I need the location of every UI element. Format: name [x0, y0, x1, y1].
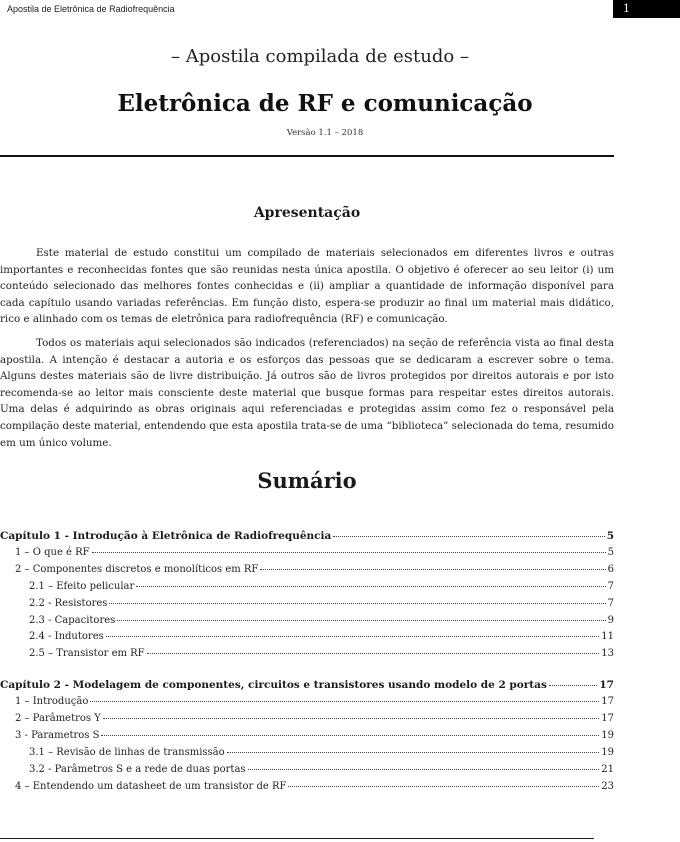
toc-entry-label: 4 – Entendendo um datasheet de um transistor de RF: [15, 780, 287, 792]
toc-page-number: 9: [607, 614, 614, 626]
toc-dot-leader: [227, 752, 600, 753]
toc-page-number: 21: [601, 763, 614, 775]
toc-page-number: 17: [601, 696, 614, 708]
toc-entry[interactable]: [0, 781, 614, 798]
toc-entry-label: 2.1 – Efeito pelicular: [29, 580, 135, 592]
toc-entry-label: 2.4 - Indutores: [29, 631, 104, 643]
toc-entry[interactable]: [0, 581, 614, 598]
toc-page-number: 7: [607, 597, 614, 609]
toc-dot-leader: [248, 769, 600, 770]
toc-entry-label: 2.5 – Transistor em RF: [29, 648, 145, 660]
toc-page-number: 11: [601, 631, 614, 643]
toc-page-number: 17: [599, 679, 614, 692]
toc-page-number: 5: [606, 530, 614, 542]
toc-dot-leader: [109, 603, 605, 604]
toc-dot-leader: [92, 552, 606, 553]
toc-dot-leader: [117, 620, 605, 621]
toc-entry[interactable]: [0, 696, 614, 713]
toc-entry[interactable]: [0, 747, 614, 764]
toc-dot-leader: [90, 701, 599, 702]
toc-dot-leader: [147, 653, 600, 654]
footer-divider: [0, 838, 594, 839]
toc-entry[interactable]: [0, 631, 614, 648]
running-header: Apostila de Eletrônica de Radiofrequência: [7, 4, 175, 14]
toc-dot-leader: [549, 685, 598, 686]
presentation-heading: Apresentação: [253, 205, 361, 221]
toc-dot-leader: [288, 786, 599, 787]
toc-page-number: 5: [607, 547, 614, 558]
toc-page-number: 17: [601, 713, 614, 725]
toc-entry-label: 3.1 – Revisão de linhas de transmissão: [29, 746, 225, 758]
presentation-paragraph-1: Este material de estudo constitui um compilado de materiais selecionados em diferentes livros e outras importantes e reconhecidas fontes que são reunidas nesta única apostila. O objetivo é oferecer ao seu leitor (i) um conteúdo selecionado das melhores fontes conhecidas e (ii) ampliar a quantidade de informação disponível para cada capítulo usando variadas referências. Em função disto, espera-se produzir ao final um material mais didático, rico e alinhado com os temas de eletrônica para radiofrequência (RF) e comunicação.: [0, 247, 614, 326]
toc-entry-label: 2 – Componentes discretos e monolíticos em RF: [15, 563, 259, 575]
toc-page-number: 7: [607, 580, 614, 592]
toc-entry-label: 2 – Parâmetros Y: [15, 713, 101, 725]
toc-page-number: 19: [601, 730, 614, 742]
toc-entry[interactable]: [0, 598, 614, 615]
toc-spacer: [0, 665, 614, 679]
toc-dot-leader: [106, 636, 600, 637]
summary-heading: Sumário: [257, 468, 357, 493]
toc-chapter-label: Capítulo 1 - Introdução à Eletrônica de Radiofrequência: [0, 530, 332, 542]
toc-entry[interactable]: [0, 764, 614, 781]
toc-chapter-2[interactable]: [0, 679, 614, 696]
toc-entry-label: 3 - Parametros S: [15, 730, 100, 742]
page-number: 1: [613, 0, 680, 18]
toc-page-number: 23: [601, 780, 614, 792]
document-subtitle: – Apostila compilada de estudo –: [171, 46, 469, 67]
toc-entry[interactable]: [0, 615, 614, 632]
toc-entry[interactable]: [0, 713, 614, 730]
toc-entry[interactable]: [0, 648, 614, 665]
toc-entry-label: 2.3 - Capacitores: [29, 614, 116, 626]
presentation-paragraph-2: Todos os materiais aqui selecionados são indicados (referenciados) na seção de referência vista ao final desta apostila. A intenção é destacar a autoria e os esforços das pessoas que se dedicaram a escrever sobre o tema. Alguns destes materiais são de livre distribuição. Já outros são de livros protegidos por direitos autorais e por isto recomenda-se ao leitor mais consciente deste material que busque formas para respeitar estes direitos autorais. Uma delas é adquirindo as obras originais aqui referenciadas e protegidas assim como fez o responsável pela compilação deste material, entendendo que esta apostila trata-se de uma “biblioteca” selecionada do tema, resumido em um único volume.: [0, 337, 614, 449]
toc-chapter-label: Capítulo 2 - Modelagem de componentes, circuitos e transistores usando modelo de 2 portas: [0, 679, 547, 692]
document-title: Eletrônica de RF e comunicação: [117, 90, 533, 117]
toc-dot-leader: [333, 536, 604, 537]
toc-entry-label: 3.2 - Parâmetros S e a rede de duas portas: [29, 763, 246, 775]
toc-dot-leader: [260, 569, 605, 570]
title-divider: [0, 155, 614, 157]
toc-entry-label: 1 – O que é RF: [15, 547, 90, 558]
toc-entry-label: 2.2 - Resistores: [29, 597, 108, 609]
toc-entry-label: 1 – Introdução: [15, 696, 89, 708]
toc-dot-leader: [103, 718, 599, 719]
toc-dot-leader: [136, 586, 605, 587]
toc-chapter-1[interactable]: [0, 530, 614, 547]
table-of-contents: [0, 530, 614, 798]
toc-page-number: 6: [607, 563, 614, 575]
toc-entry[interactable]: [0, 564, 614, 581]
toc-dot-leader: [101, 735, 599, 736]
toc-entry[interactable]: [0, 547, 614, 564]
toc-page-number: 13: [601, 648, 614, 660]
version-label: Versão 1.1 – 2018: [286, 128, 364, 138]
toc-entry[interactable]: [0, 730, 614, 747]
toc-page-number: 19: [601, 746, 614, 758]
